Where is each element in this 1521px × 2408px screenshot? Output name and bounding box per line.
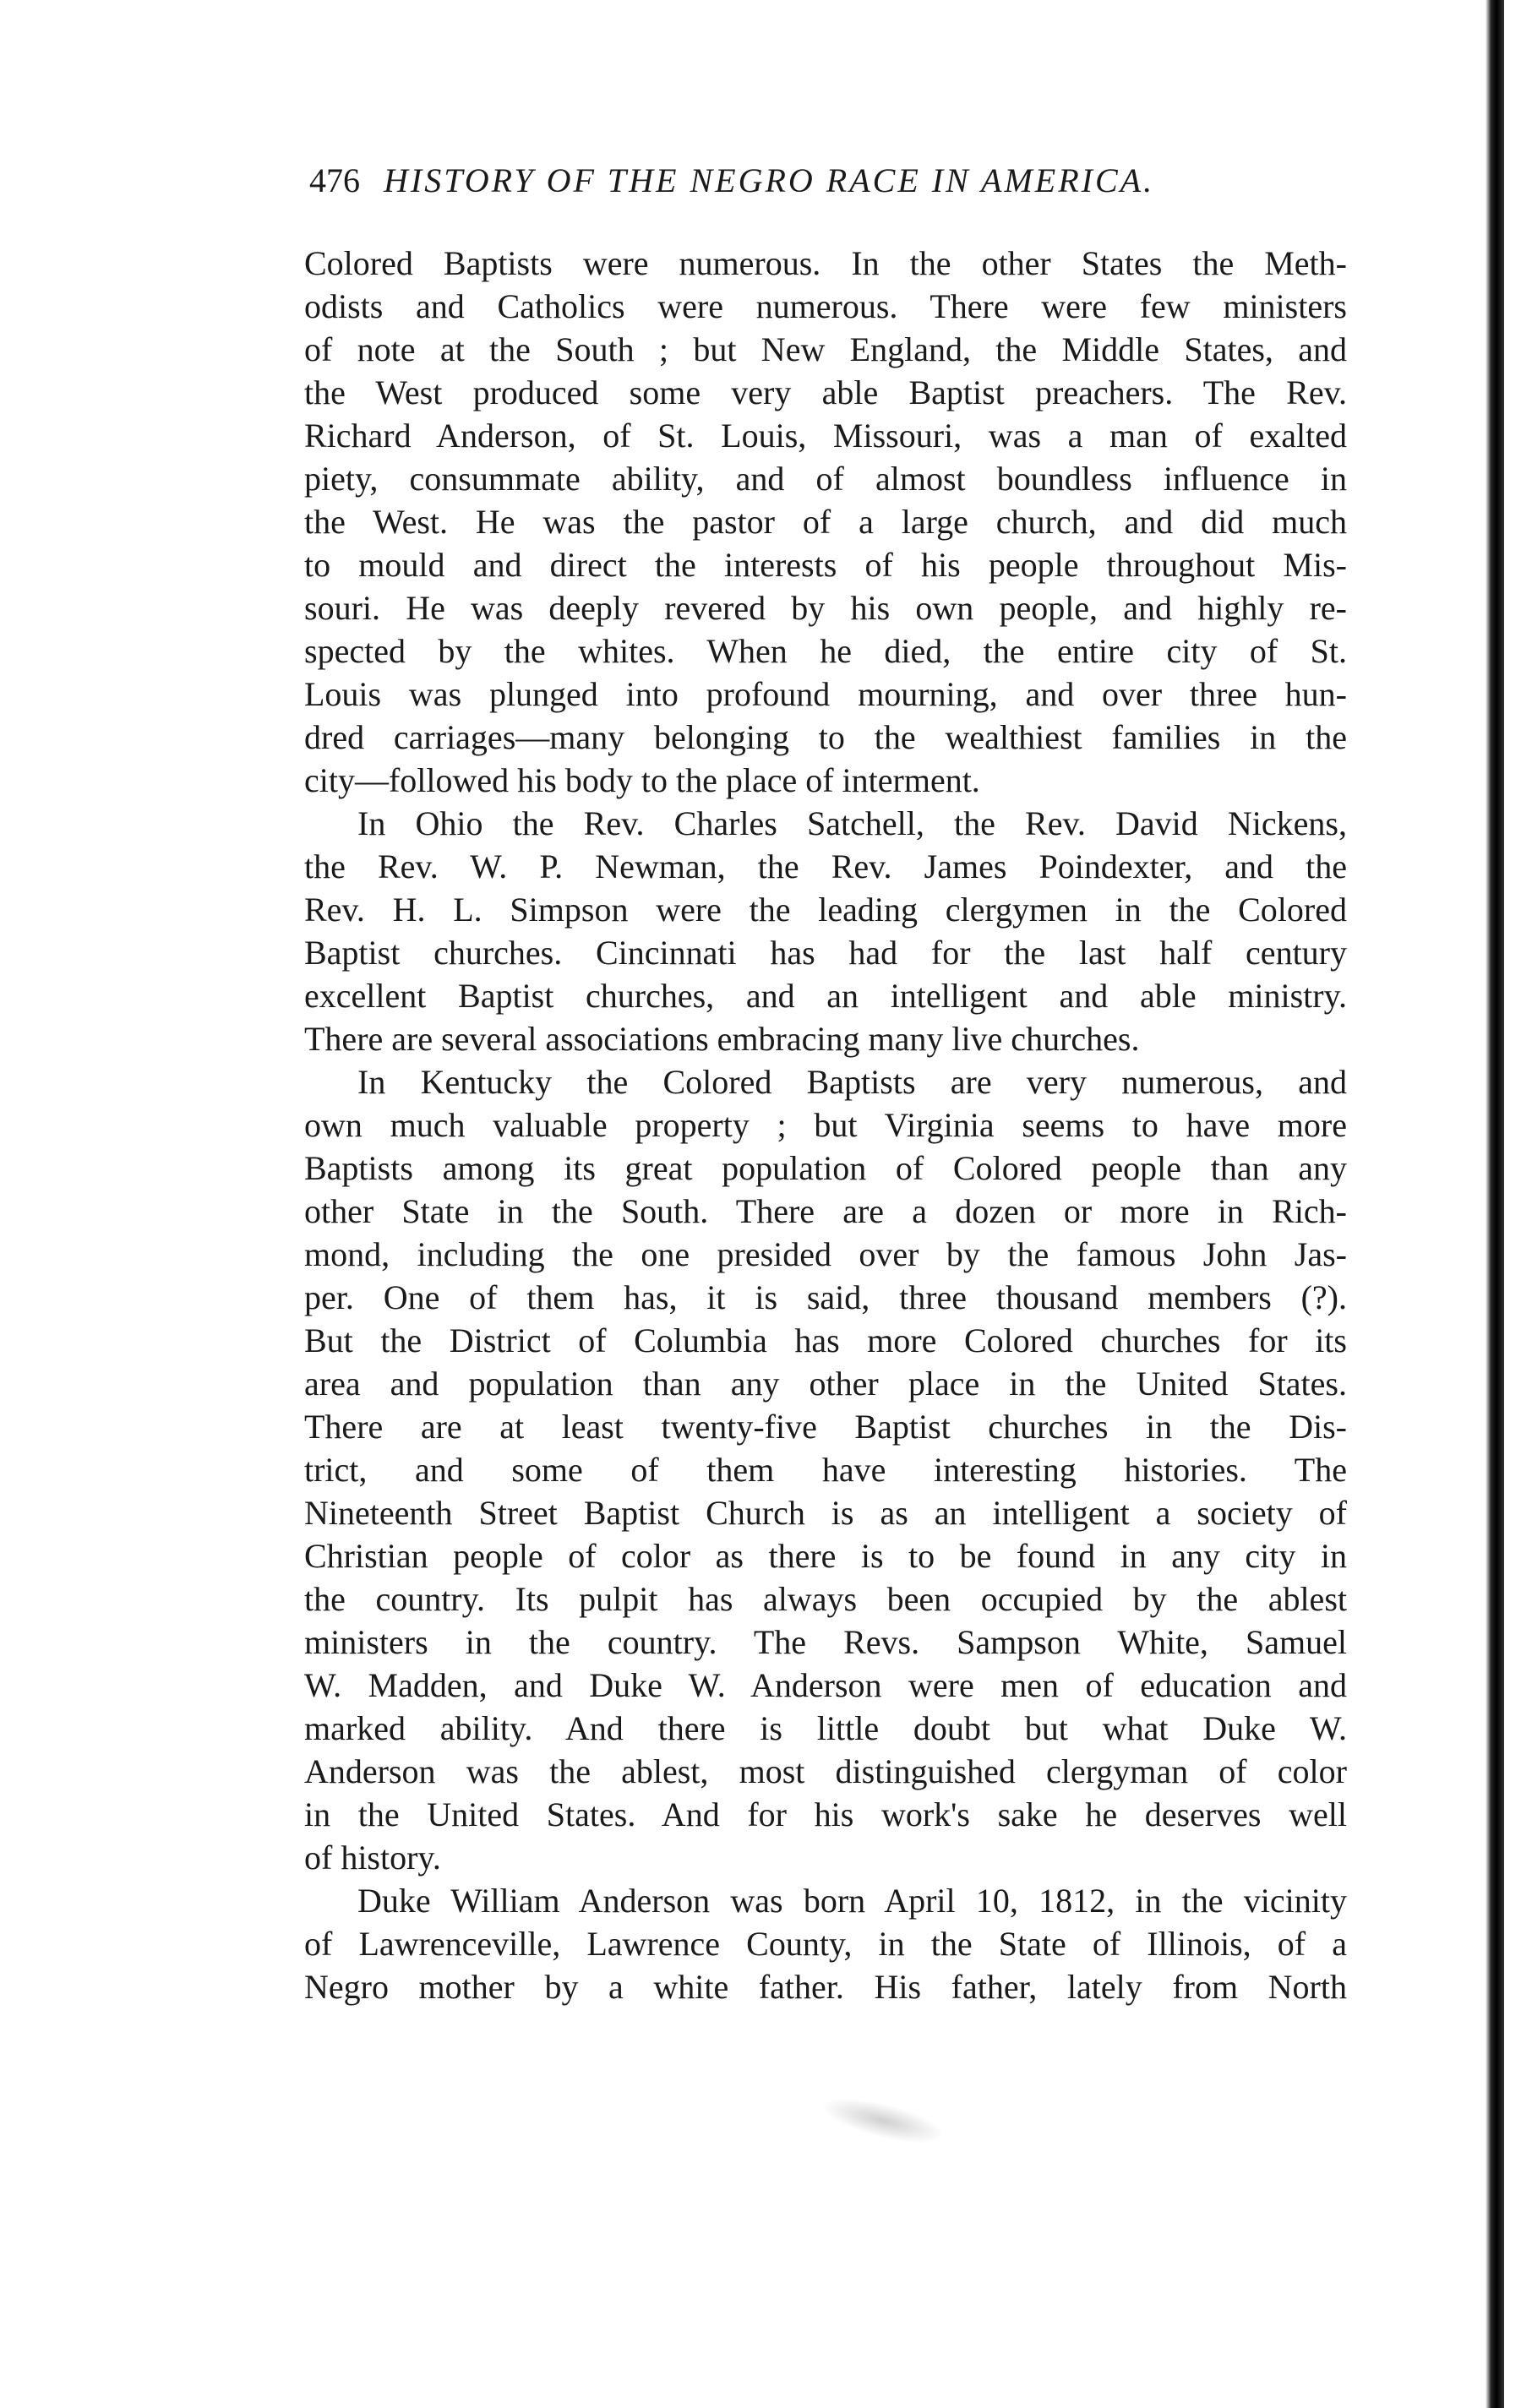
text-line: mond, including the one presided over by the famous John Jas- [304, 1235, 1347, 1273]
text-line: Baptists among its great population of Colored people than any [304, 1149, 1347, 1187]
text-line: city—followed his body to the place of interment. [304, 761, 980, 799]
running-header [309, 161, 1366, 211]
text-line: of history. [304, 1839, 441, 1877]
text-line: Louis was plunged into profound mourning, and over three hun- [304, 675, 1347, 713]
text-line: piety, consummate ability, and of almost boundless influence in [304, 460, 1347, 498]
text-line: W. Madden, and Duke W. Anderson were men of education and [304, 1666, 1347, 1704]
text-line: the Rev. W. P. Newman, the Rev. James Poindexter, and the [304, 847, 1347, 885]
body-text [304, 242, 1347, 2008]
text-line: the West produced some very able Baptist preachers. The Rev. [304, 373, 1347, 411]
text-line: Baptist churches. Cincinnati has had for the last half century [304, 934, 1347, 972]
text-line: spected by the whites. When he died, the entire city of St. [304, 632, 1347, 670]
text-line: Negro mother by a white father. His father, lately from North [304, 1968, 1347, 2006]
text-line: souri. He was deeply revered by his own people, and highly re- [304, 589, 1347, 627]
text-line: area and population than any other place in the United States. [304, 1365, 1347, 1403]
text-line: In Ohio the Rev. Charles Satchell, the Rev. David Nickens, [357, 804, 1347, 842]
paragraph [304, 1879, 1347, 2008]
text-line: excellent Baptist churches, and an intelligent and able ministry. [304, 977, 1347, 1015]
text-line: Colored Baptists were numerous. In the other States the Meth- [304, 244, 1347, 282]
text-line: There are at least twenty-five Baptist churches in the Dis- [304, 1408, 1347, 1446]
text-line: marked ability. And there is little doubt but what Duke W. [304, 1709, 1347, 1747]
text-line: the West. He was the pastor of a large church, and did much [304, 503, 1347, 541]
text-line: of Lawrenceville, Lawrence County, in the State of Illinois, of a [304, 1925, 1347, 1963]
text-line: per. One of them has, it is said, three thousand members (?). [304, 1278, 1347, 1316]
text-line: odists and Catholics were numerous. There were few ministers [304, 287, 1347, 325]
text-line: In Kentucky the Colored Baptists are very numerous, and [357, 1063, 1347, 1101]
paragraph [304, 802, 1347, 1060]
text-line: Anderson was the ablest, most distinguished clergyman of color [304, 1752, 1347, 1790]
scan-smudge [817, 2089, 948, 2152]
text-line: trict, and some of them have interesting histories. The [304, 1451, 1347, 1489]
text-line: other State in the South. There are a dozen or more in Rich- [304, 1192, 1347, 1230]
text-line: of note at the South ; but New England, the Middle States, and [304, 330, 1347, 368]
text-line: the country. Its pulpit has always been occupied by the ablest [304, 1580, 1347, 1618]
text-line: Nineteenth Street Baptist Church is as an intelligent a society of [304, 1494, 1347, 1532]
text-line: Richard Anderson, of St. Louis, Missouri, was a man of exalted [304, 417, 1347, 455]
text-line: to mould and direct the interests of his people throughout Mis- [304, 546, 1347, 584]
text-line: But the District of Columbia has more Colored churches for its [304, 1321, 1347, 1359]
running-title: HISTORY OF THE NEGRO RACE IN AMERICA. [384, 161, 1155, 199]
scanned-page-edge [1486, 0, 1504, 2408]
page-number: 476 [309, 161, 360, 199]
paragraph [304, 242, 1347, 802]
text-line: dred carriages—many belonging to the wealthiest families in the [304, 718, 1347, 756]
text-line: There are several associations embracing many live churches. [304, 1020, 1140, 1058]
text-line: ministers in the country. The Revs. Sampson White, Samuel [304, 1623, 1347, 1661]
paragraph [304, 1060, 1347, 1879]
text-line: Christian people of color as there is to be found in any city in [304, 1537, 1347, 1575]
text-line: own much valuable property ; but Virginia seems to have more [304, 1106, 1347, 1144]
text-line: in the United States. And for his work's sake he deserves well [304, 1795, 1347, 1833]
text-line: Rev. H. L. Simpson were the leading clergymen in the Colored [304, 891, 1347, 929]
text-line: Duke William Anderson was born April 10, 1812, in the vicinity [357, 1882, 1347, 1920]
